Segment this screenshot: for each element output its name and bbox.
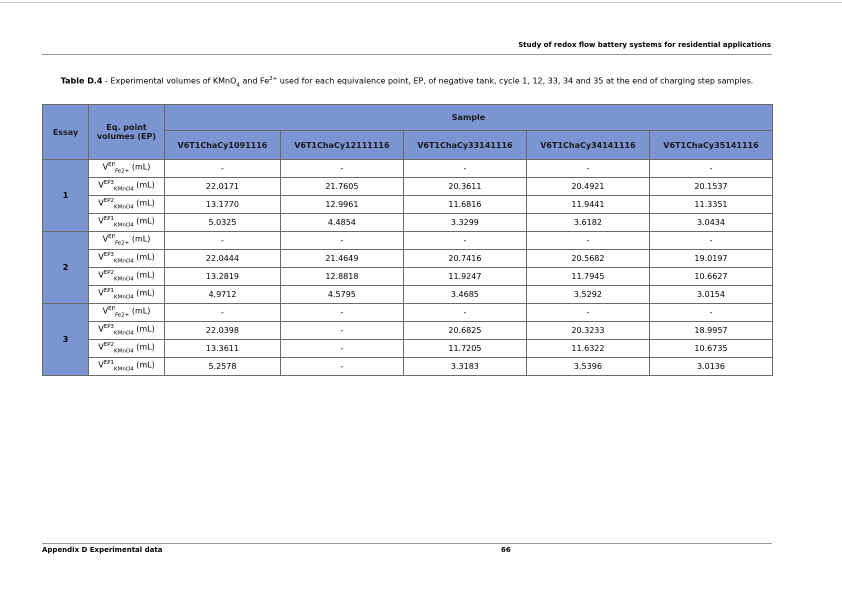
sample-column-header: V6T1ChaCy33141116 (403, 131, 526, 160)
value-cell: 20.3233 (526, 322, 649, 340)
top-rule (0, 2, 842, 3)
row-label-part: EP1 (103, 288, 115, 295)
value-cell: - (403, 232, 526, 250)
row-label-part: (mL) (133, 343, 155, 353)
value-cell: - (649, 160, 772, 178)
value-cell: 20.1537 (649, 178, 772, 196)
eq-point-header: Eq. point volumes (EP) (89, 105, 165, 160)
essay-number: 3 (43, 304, 89, 376)
row-label-part: KMnO4 (114, 330, 134, 337)
row-label (89, 322, 165, 340)
value-cell: 3.0136 (649, 358, 772, 376)
row-label-part: KMnO4 (114, 294, 134, 301)
row-label-part: V (98, 271, 104, 281)
table-row (43, 340, 773, 358)
value-cell: 21.4649 (280, 250, 403, 268)
value-cell: 3.4685 (403, 286, 526, 304)
table-row (43, 322, 773, 340)
row-label-part: EP3 (103, 180, 115, 187)
value-cell: 11.7205 (403, 340, 526, 358)
table-row (43, 214, 773, 232)
table-row (43, 160, 773, 178)
row-label-part: V (98, 217, 104, 227)
value-cell: 11.6322 (526, 340, 649, 358)
row-label (89, 250, 165, 268)
value-cell: - (165, 304, 281, 322)
sample-header: Sample (165, 105, 773, 131)
row-label-part: V (98, 343, 104, 353)
row-label (89, 232, 165, 250)
row-label (89, 340, 165, 358)
row-label-part: (mL) (133, 271, 155, 281)
value-cell: 5.0325 (165, 214, 281, 232)
essay-number: 2 (43, 232, 89, 304)
caption-sup: 2+ (269, 76, 278, 82)
value-cell: 19.0197 (649, 250, 772, 268)
row-label-part: V (98, 361, 104, 371)
volumes-table (42, 104, 773, 376)
table-row (43, 232, 773, 250)
value-cell: 12.8818 (280, 268, 403, 286)
row-label (89, 160, 165, 178)
row-label-part: KMnO4 (114, 276, 134, 283)
value-cell: - (280, 340, 403, 358)
sample-column-header: V6T1ChaCy1091116 (165, 131, 281, 160)
value-cell: 3.5292 (526, 286, 649, 304)
caption-label: Table D.4 (60, 76, 103, 86)
value-cell: 3.6182 (526, 214, 649, 232)
value-cell: 3.0154 (649, 286, 772, 304)
value-cell: 5.2578 (165, 358, 281, 376)
table-row (43, 286, 773, 304)
value-cell: - (280, 304, 403, 322)
value-cell: 3.5396 (526, 358, 649, 376)
value-cell: 22.0398 (165, 322, 281, 340)
row-label-part: (mL) (133, 217, 155, 227)
table-row (43, 358, 773, 376)
row-label-part: EP (108, 306, 115, 313)
row-label (89, 196, 165, 214)
value-cell: 13.3611 (165, 340, 281, 358)
header-rule (42, 54, 772, 55)
caption-text-mid: and Fe (239, 76, 270, 86)
value-cell: - (649, 304, 772, 322)
value-cell: - (165, 160, 281, 178)
value-cell: - (526, 304, 649, 322)
row-label-part: V (98, 289, 104, 299)
value-cell: - (280, 160, 403, 178)
value-cell: 10.6627 (649, 268, 772, 286)
value-cell: 3.3299 (403, 214, 526, 232)
row-label-part: EP2 (103, 270, 115, 277)
row-label-part: V (98, 181, 104, 191)
caption-sub: 4 (236, 82, 240, 89)
row-label-part: (mL) (129, 307, 151, 317)
value-cell: 11.6816 (403, 196, 526, 214)
value-cell: 11.9247 (403, 268, 526, 286)
row-label-part: EP (108, 234, 115, 241)
row-label-part: V (102, 307, 109, 317)
row-label-part: (mL) (133, 325, 155, 335)
table-row (43, 304, 773, 322)
table-row (43, 178, 773, 196)
value-cell: - (403, 160, 526, 178)
table-row (43, 268, 773, 286)
row-label-part: EP1 (103, 360, 115, 367)
row-label (89, 286, 165, 304)
value-cell: - (280, 358, 403, 376)
row-label-part: (mL) (133, 253, 155, 263)
value-cell: 3.3183 (403, 358, 526, 376)
row-label-part: EP3 (103, 252, 115, 259)
row-label-part: KMnO4 (114, 222, 134, 229)
value-cell: 20.5682 (526, 250, 649, 268)
value-cell: - (526, 232, 649, 250)
row-label-part: V (98, 325, 104, 335)
row-label (89, 214, 165, 232)
page-number: 66 (501, 546, 511, 554)
sample-column-header: V6T1ChaCy12111116 (280, 131, 403, 160)
row-label-part: (mL) (129, 163, 151, 173)
row-label-part: Fe2+ (114, 240, 130, 247)
row-label-part: KMnO4 (114, 366, 134, 373)
row-label-part: V (98, 253, 104, 263)
value-cell: 22.0171 (165, 178, 281, 196)
value-cell: 22.0444 (165, 250, 281, 268)
row-label (89, 268, 165, 286)
sample-column-header: V6T1ChaCy34141116 (526, 131, 649, 160)
value-cell: 4.5795 (280, 286, 403, 304)
row-label-part: (mL) (133, 289, 155, 299)
value-cell: - (649, 232, 772, 250)
value-cell: 11.3351 (649, 196, 772, 214)
value-cell: - (280, 322, 403, 340)
value-cell: 13.2819 (165, 268, 281, 286)
row-label (89, 178, 165, 196)
row-label (89, 358, 165, 376)
row-label-part: (mL) (133, 361, 155, 371)
value-cell: 10.6735 (649, 340, 772, 358)
row-label-part: EP1 (103, 216, 115, 223)
essay-header: Essay (43, 105, 89, 160)
row-label-part: EP (108, 162, 115, 169)
table-row (43, 250, 773, 268)
row-label-part: EP2 (103, 342, 115, 349)
row-label-part: EP3 (103, 324, 115, 331)
row-label-part: V (102, 235, 109, 245)
value-cell: 4.9712 (165, 286, 281, 304)
row-label-part: V (102, 163, 109, 173)
row-label-part: KMnO4 (114, 258, 134, 265)
value-cell: 13.1770 (165, 196, 281, 214)
row-label-part: (mL) (133, 199, 155, 209)
row-label-part: (mL) (129, 235, 151, 245)
value-cell: 18.9957 (649, 322, 772, 340)
value-cell: 20.7416 (403, 250, 526, 268)
row-label-part: (mL) (133, 181, 155, 191)
row-label-part: Fe2+ (114, 312, 130, 319)
value-cell: 20.4921 (526, 178, 649, 196)
sample-column-header: V6T1ChaCy35141116 (649, 131, 772, 160)
row-label-part: EP2 (103, 198, 115, 205)
value-cell: - (526, 160, 649, 178)
value-cell: 20.3611 (403, 178, 526, 196)
row-label (89, 304, 165, 322)
table-caption (42, 70, 772, 95)
value-cell: 12.9961 (280, 196, 403, 214)
row-label-part: KMnO4 (114, 186, 134, 193)
row-label-part: Fe2+ (114, 168, 130, 175)
value-cell: - (165, 232, 281, 250)
value-cell: 11.7945 (526, 268, 649, 286)
row-label-part: KMnO4 (114, 348, 134, 355)
value-cell: 20.6825 (403, 322, 526, 340)
footer-rule (42, 543, 772, 544)
row-label-part: KMnO4 (114, 204, 134, 211)
running-header: Study of redox flow battery systems for residential applications (518, 41, 771, 49)
essay-number: 1 (43, 160, 89, 232)
value-cell: - (403, 304, 526, 322)
row-label-part: V (98, 199, 104, 209)
value-cell: 11.9441 (526, 196, 649, 214)
value-cell: 4.4854 (280, 214, 403, 232)
caption-text: - Experimental volumes of KMnO (102, 76, 237, 86)
value-cell: 3.0434 (649, 214, 772, 232)
caption-text-suffix: used for each equivalence point, EP, of negative tank, cycle 1, 12, 33, 34 and 35 at the end of charging step samples. (277, 76, 754, 86)
footer-section: Appendix D Experimental data (42, 546, 163, 554)
value-cell: - (280, 232, 403, 250)
table-row (43, 196, 773, 214)
value-cell: 21.7605 (280, 178, 403, 196)
